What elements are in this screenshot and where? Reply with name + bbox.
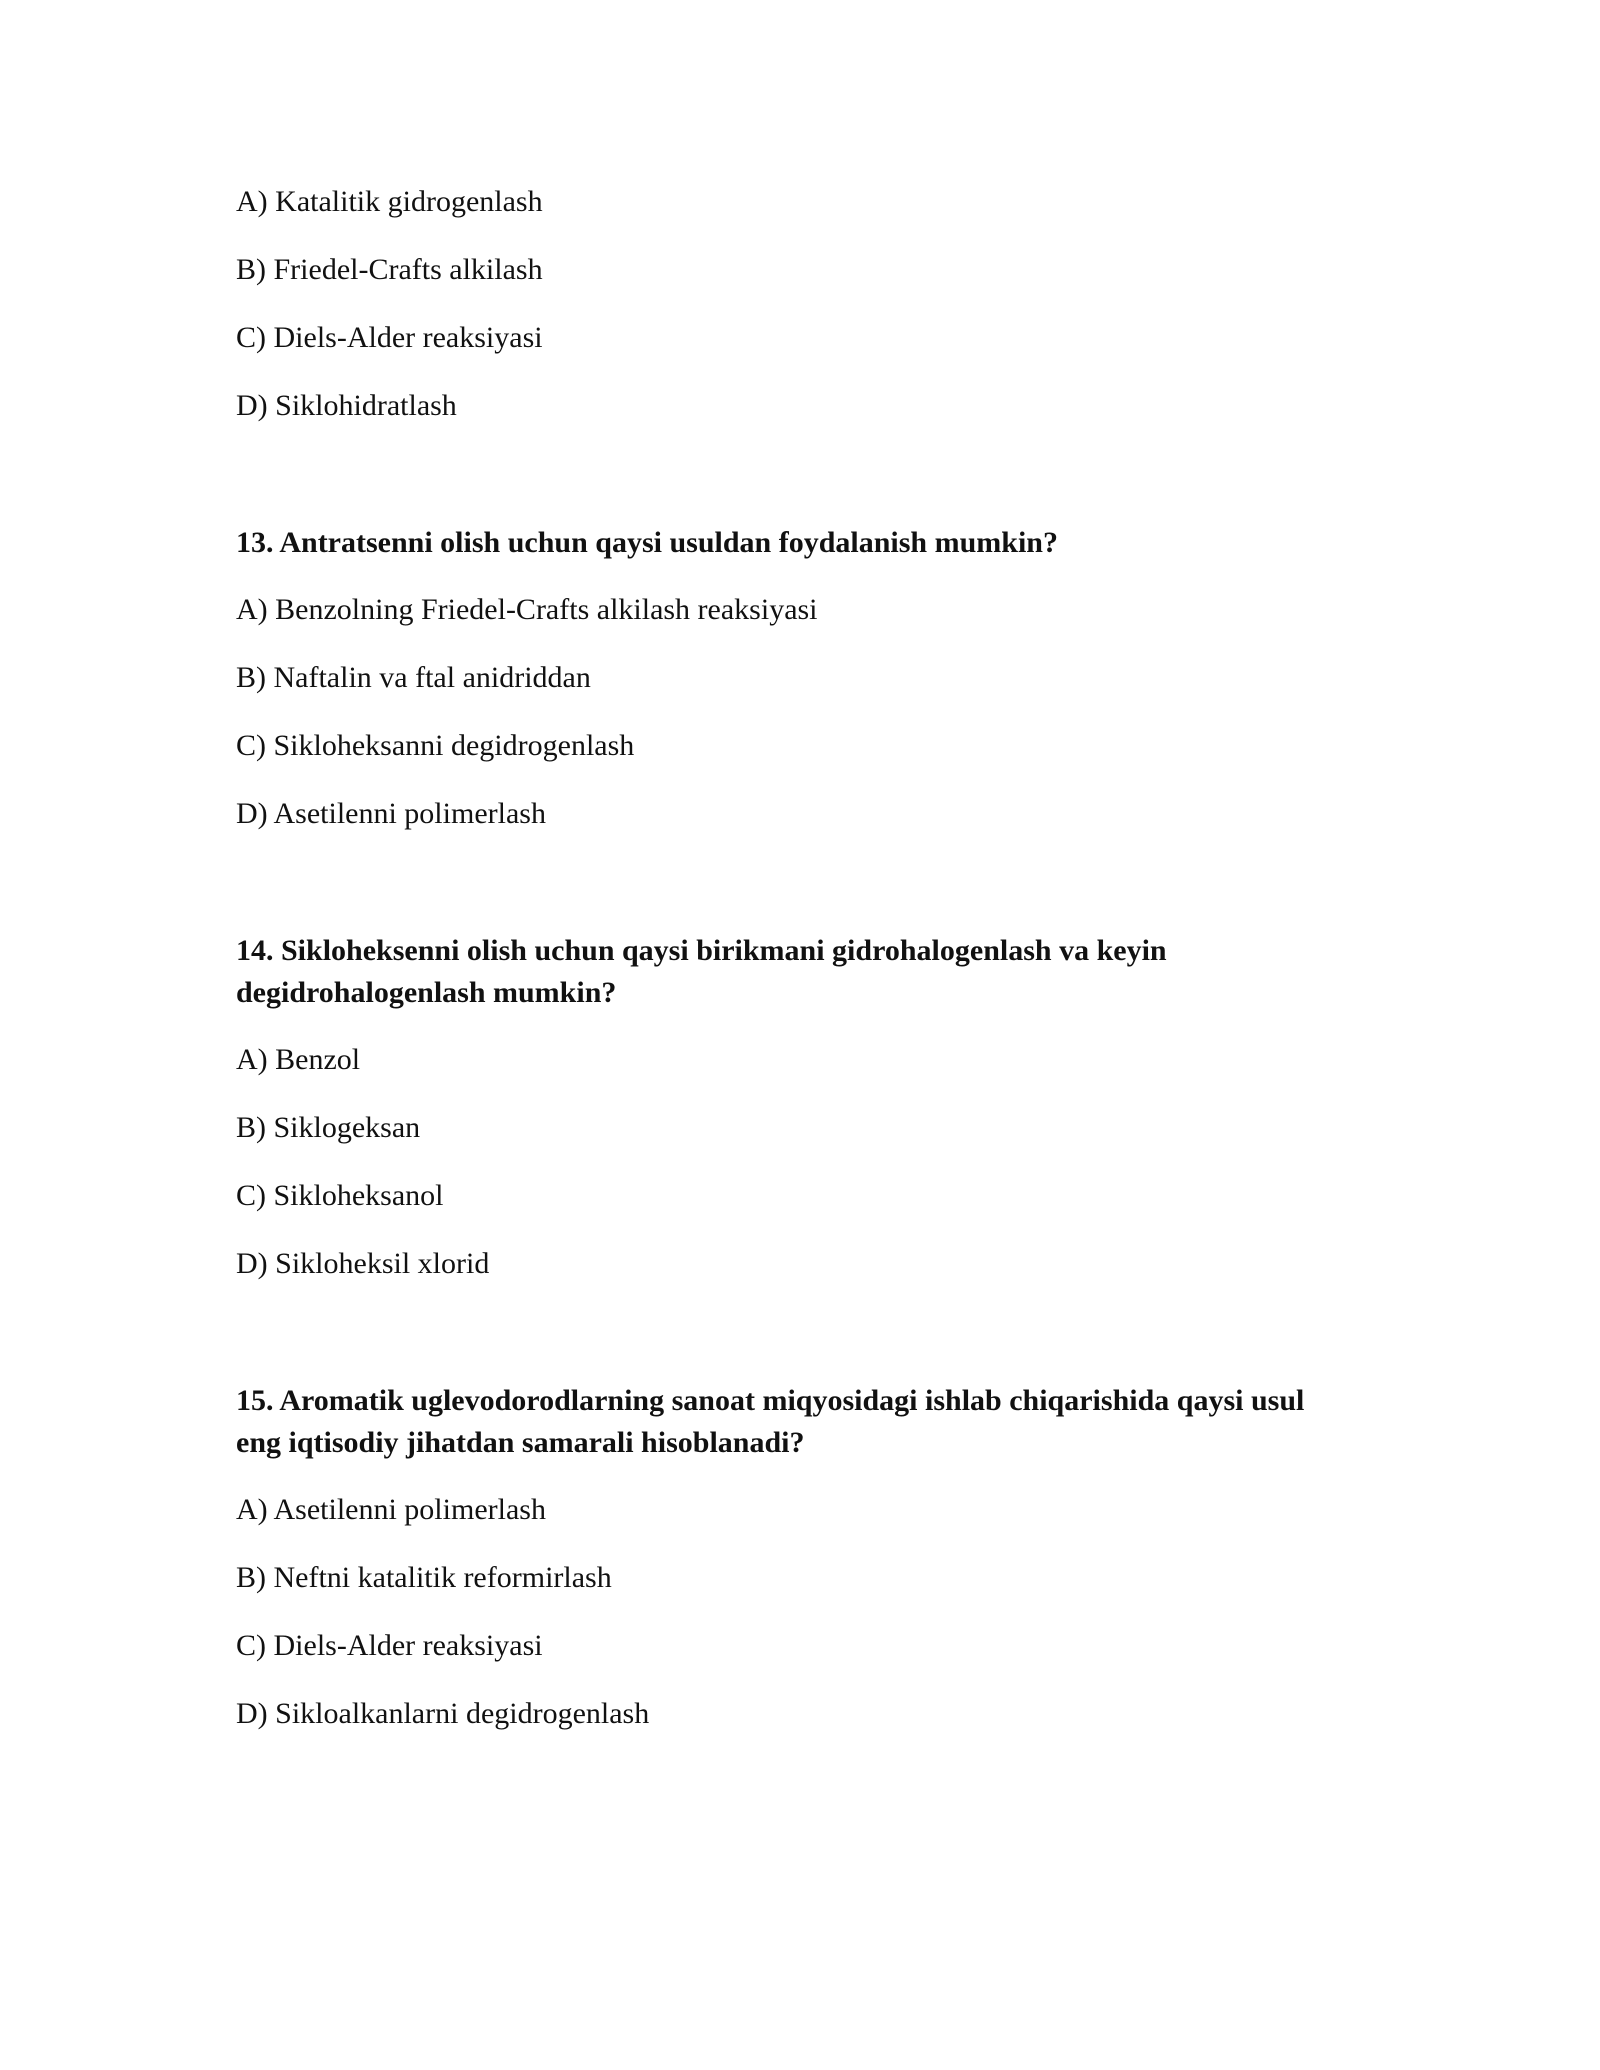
question-text <box>236 1380 1396 1464</box>
option-c: C) Diels-Alder reaksiyasi <box>236 321 543 354</box>
document-page <box>236 182 1396 1762</box>
question-text-line-2: degidrohalogenlash mumkin? <box>236 976 617 1009</box>
spacer <box>236 862 1396 930</box>
option-d: D) Sikloalkanlarni degidrogenlash <box>236 1697 650 1730</box>
question-text-line-2: eng iqtisodiy jihatdan samarali hisoblanadi? <box>236 1426 805 1459</box>
option-b: B) Siklogeksan <box>236 1111 421 1144</box>
question-text: 13. Antratsenni olish uchun qaysi usuldan foydalanish mumkin? <box>236 526 1058 559</box>
option-c: C) Sikloheksanol <box>236 1179 444 1212</box>
option-b: B) Neftni katalitik reformirlash <box>236 1561 612 1594</box>
question-text-line-1: 14. Sikloheksenni olish uchun qaysi birikmani gidrohalogenlash va keyin <box>236 934 1167 967</box>
option-a: A) Asetilenni polimerlash <box>236 1493 546 1526</box>
option-d: D) Siklohidratlash <box>236 389 457 422</box>
option-c: C) Sikloheksanni degidrogenlash <box>236 729 635 762</box>
option-a: A) Katalitik gidrogenlash <box>236 185 543 218</box>
question-14 <box>236 930 1396 1284</box>
prev-question-options <box>236 182 1396 426</box>
option-d: D) Sikloheksil xlorid <box>236 1247 490 1280</box>
option-b: B) Friedel-Crafts alkilash <box>236 253 543 286</box>
option-a: A) Benzolning Friedel-Crafts alkilash reaksiyasi <box>236 593 818 626</box>
option-d: D) Asetilenni polimerlash <box>236 797 546 830</box>
question-13 <box>236 522 1396 834</box>
option-b: B) Naftalin va ftal anidriddan <box>236 661 591 694</box>
question-15 <box>236 1380 1396 1734</box>
question-text <box>236 930 1396 1014</box>
spacer <box>236 1312 1396 1380</box>
spacer <box>236 454 1396 522</box>
question-text-line-1: 15. Aromatik uglevodorodlarning sanoat miqyosidagi ishlab chiqarishida qaysi usul <box>236 1384 1305 1417</box>
option-c: C) Diels-Alder reaksiyasi <box>236 1629 543 1662</box>
option-a: A) Benzol <box>236 1043 361 1076</box>
